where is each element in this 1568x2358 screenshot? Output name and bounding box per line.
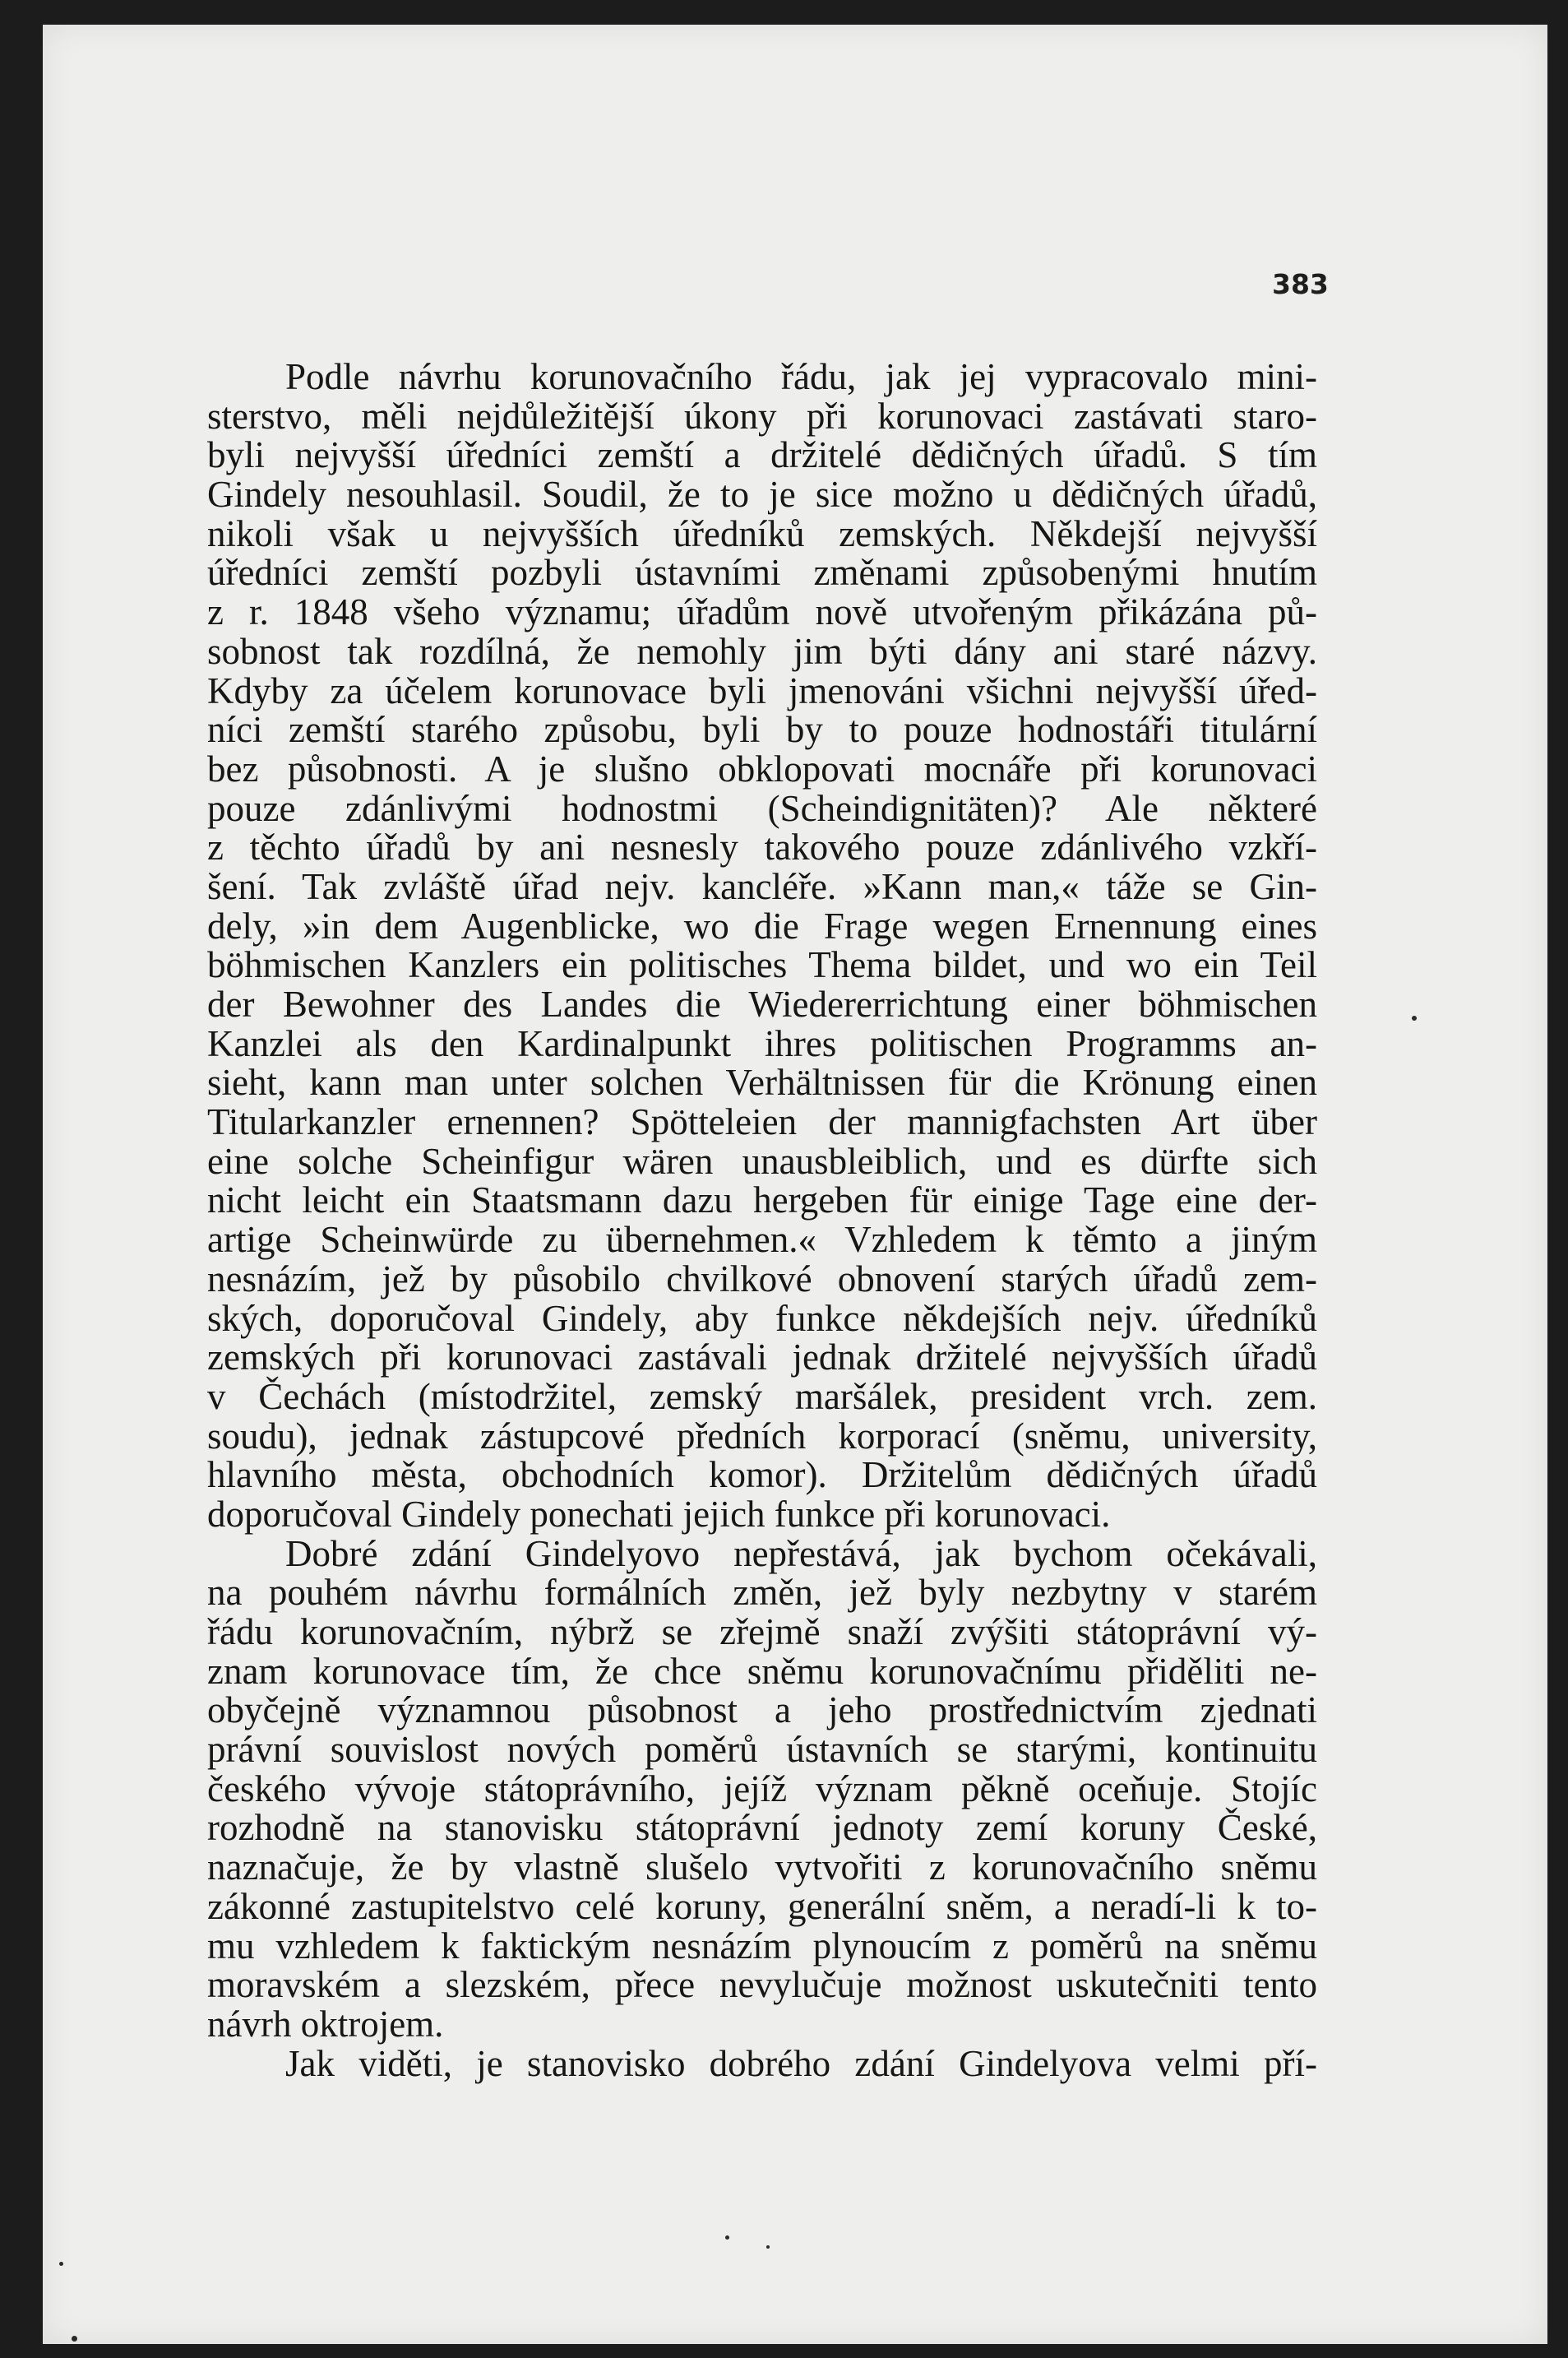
book-page (43, 25, 1547, 2344)
paragraph (207, 2042, 1317, 2084)
text-line: sterstvo, měli nejdůležitější úkony při korunovaci zastávati staro- (207, 395, 1317, 437)
scan-speck (725, 2235, 729, 2240)
text-line: úředníci zemští pozbyli ústavními změnami způsobenými hnutím (207, 552, 1317, 594)
text-line: mu vzhledem k faktickým nesnázím plynoucím z poměrů na sněmu (207, 1925, 1317, 1967)
text-line: zákonné zastupitelstvo celé koruny, generální sněm, a neradí-li k to- (207, 1885, 1317, 1927)
text-line: doporučoval Gindely ponechati jejich funkce při korunovaci. (207, 1493, 1111, 1535)
text-line: řádu korunovačním, nýbrž se zřejmě snaží zvýšiti státoprávní vý- (207, 1611, 1317, 1652)
text-line: nicht leicht ein Staatsmann dazu hergeben für einige Tage eine der- (207, 1179, 1317, 1221)
text-line: Titularkanzler ernennen? Spötteleien der mannigfachsten Art über (207, 1101, 1317, 1143)
text-line: Dobré zdání Gindelyovo nepřestává, jak bychom očekávali, (285, 1532, 1317, 1574)
text-line: dely, »in dem Augenblicke, wo die Frage wegen Ernennung eines (207, 905, 1317, 947)
body-text (207, 358, 1317, 2083)
text-line: zemských při korunovaci zastávali jednak držitelé nejvyšších úřadů (207, 1337, 1317, 1378)
text-line: artige Scheinwürde zu übernehmen.« Vzhledem k těmto a jiným (207, 1219, 1317, 1261)
text-line: českého vývoje státoprávního, jejíž význam pěkně oceňuje. Stojíc (207, 1767, 1317, 1809)
text-line: Gindely nesouhlasil. Soudil, že to je sice možno u dědičných úřadů, (207, 474, 1317, 516)
text-line: eine solche Scheinfigur wären unausbleiblich, und es dürfte sich (207, 1140, 1317, 1182)
page-number: 383 (1272, 268, 1329, 300)
scan-speck (59, 2262, 63, 2266)
text-line: moravském a slezském, přece nevylučuje možnost uskutečniti tento (207, 1964, 1317, 2006)
text-line: z těchto úřadů by ani nesnesly takového pouze zdánlivého vzkří- (207, 827, 1317, 869)
text-line: nesnázím, jež by působilo chvilkové obnovení starých úřadů zem- (207, 1258, 1317, 1299)
text-line: ských, doporučoval Gindely, aby funkce někdejších nejv. úředníků (207, 1297, 1317, 1339)
text-line: z r. 1848 všeho významu; úřadům nově utvořeným přikázána pů- (207, 591, 1317, 633)
text-line: sobnost tak rozdílná, že nemohly jim býti dány ani staré názvy. (207, 630, 1317, 672)
text-line: Podle návrhu korunovačního řádu, jak jej vypracovalo mini- (285, 356, 1317, 397)
text-line: böhmischen Kanzlers ein politisches Thema bildet, und wo ein Teil (207, 944, 1317, 986)
text-line: obyčejně významnou působnost a jeho prostřednictvím zjednati (207, 1689, 1317, 1731)
text-line: nikoli však u nejvyšších úředníků zemských. Někdejší nejvyšší (207, 512, 1317, 554)
text-line: byli nejvyšší úředníci zemští a držitelé dědičných úřadů. S tím (207, 434, 1317, 476)
text-line: Kanzlei als den Kardinalpunkt ihres politischen Programms an- (207, 1022, 1317, 1064)
text-line: Kdyby za účelem korunovace byli jmenováni všichni nejvyšší úřed- (207, 669, 1317, 711)
text-line: bez působnosti. A je slušno obklopovati mocnáře při korunovaci (207, 748, 1317, 790)
text-line: návrh oktrojem. (207, 2003, 444, 2045)
text-line: pouze zdánlivými hodnostmi (Scheindignitäten)? Ale některé (207, 787, 1317, 829)
text-line: znam korunovace tím, že chce sněmu korunovačnímu přiděliti ne- (207, 1650, 1317, 1692)
paragraph (207, 1532, 1317, 2045)
text-line: der Bewohner des Landes die Wiedererrichtung einer böhmischen (207, 984, 1317, 1025)
text-line: v Čechách (místodržitel, zemský maršálek, president vrch. zem. (207, 1375, 1317, 1417)
paragraph (207, 358, 1317, 1535)
text-line: šení. Tak zvláště úřad nejv. kancléře. »Kann man,« táže se Gin- (207, 865, 1317, 907)
scan-speck (1412, 1016, 1417, 1021)
text-line: právní souvislost nových poměrů ústavních se starými, kontinuitu (207, 1729, 1317, 1771)
text-line: na pouhém návrhu formálních změn, jež byly nezbytny v starém (207, 1572, 1317, 1614)
text-line: hlavního města, obchodních komor). Držitelům dědičných úřadů (207, 1454, 1317, 1496)
text-line: soudu), jednak zástupcové předních korporací (sněmu, university, (207, 1415, 1317, 1457)
text-line: naznačuje, že by vlastně slušelo vytvořiti z korunovačního sněmu (207, 1846, 1317, 1888)
text-line: níci zemští starého způsobu, byli by to pouze hodnostáři titulární (207, 709, 1317, 751)
text-line: sieht, kann man unter solchen Verhältnissen für die Krönung einen (207, 1062, 1317, 1104)
scan-speck (766, 2245, 770, 2249)
text-line: Jak viděti, je stanovisko dobrého zdání Gindelyova velmi pří- (285, 2042, 1317, 2084)
text-line: rozhodně na stanovisku státoprávní jednoty zemí koruny České, (207, 1807, 1317, 1849)
scan-speck (72, 2336, 77, 2342)
